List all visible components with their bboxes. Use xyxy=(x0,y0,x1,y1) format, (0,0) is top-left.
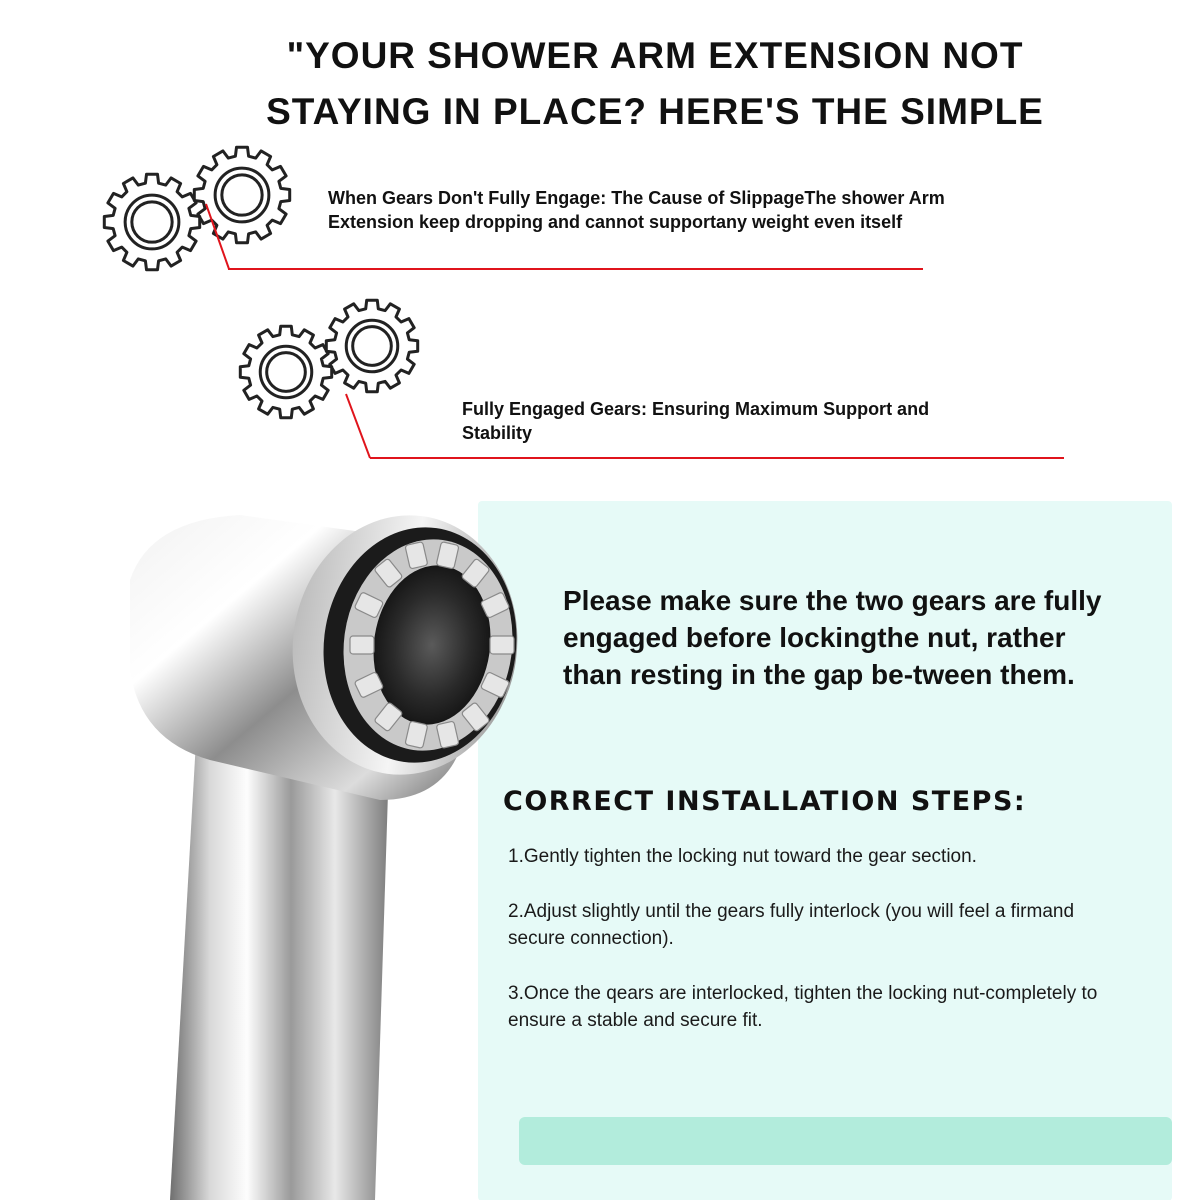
shower-arm-extension-icon xyxy=(0,500,560,1200)
page-title xyxy=(180,28,1130,140)
engagement-notice: Please make sure the two gears are fully engaged before lockingthe nut, rather than resting in the gap be-tween them. xyxy=(563,585,1102,690)
pointer-line xyxy=(200,200,240,272)
step-3: 3.Once the qears are interlocked, tighten the locking nut-completely to ensure a stable and secure fit. xyxy=(508,983,1098,1031)
title-line-2: STAYING IN PLACE? HERE'S THE SIMPLE xyxy=(266,91,1044,132)
fitting-tooth xyxy=(350,636,374,654)
pointer-line xyxy=(340,390,380,462)
gear-ring xyxy=(353,327,392,366)
gears-icon xyxy=(238,298,438,428)
gear-ring xyxy=(132,202,172,242)
issue-wrong-text: When Gears Don't Fully Engage: The Cause of SlippageThe shower Arm Extension keep dropping and cannot supportany weight even itself xyxy=(328,188,945,232)
fitting-tooth xyxy=(490,636,514,654)
gear-outline xyxy=(104,174,199,269)
issue-right-text: Fully Engaged Gears: Ensuring Maximum Support and Stability xyxy=(462,399,930,443)
title-line-1: "YOUR SHOWER ARM EXTENSION NOT xyxy=(286,35,1024,76)
gear-outline xyxy=(326,300,417,391)
steps-heading: CORRECT INSTALLATION STEPS: xyxy=(503,786,1027,817)
gear-outline xyxy=(240,326,331,417)
gear-ring xyxy=(267,353,306,392)
step-1: 1.Gently tighten the locking nut toward the gear section. xyxy=(508,846,977,867)
issue-right-line xyxy=(370,457,1064,459)
step-2: 2.Adjust slightly until the gears fully interlock (you will feel a firmand secure connection). xyxy=(508,901,1075,949)
issue-wrong-line xyxy=(228,268,923,270)
panel-strip xyxy=(519,1117,1172,1165)
